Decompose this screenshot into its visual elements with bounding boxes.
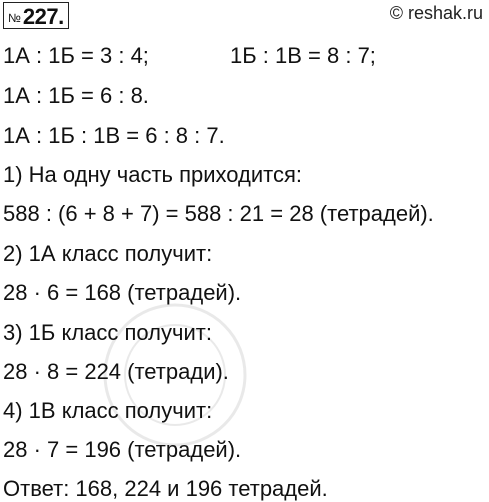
- step-4-heading: 4) 1В класс получит:: [3, 398, 213, 423]
- ratio-line-1b: 1Б : 1В = 8 : 7;: [230, 43, 376, 68]
- step-2-heading: 2) 1А класс получит:: [3, 241, 213, 266]
- number-sign: №: [8, 11, 21, 25]
- ratio-line-2: 1А : 1Б = 6 : 8.: [3, 83, 149, 108]
- step-3-calc: 28 · 8 = 224 (тетради).: [3, 359, 229, 384]
- step-1-calc: 588 : (6 + 8 + 7) = 588 : 21 = 28 (тетрадей).: [3, 201, 434, 226]
- step-2-calc: 28 · 6 = 168 (тетрадей).: [3, 280, 242, 305]
- answer-line: Ответ: 168, 224 и 196 тетрадей.: [3, 476, 328, 501]
- copyright-watermark: © reshak.ru: [389, 3, 483, 23]
- step-1-heading: 1) На одну часть приходится:: [3, 162, 303, 187]
- problem-number-badge: [3, 2, 69, 29]
- step-3-heading: 3) 1Б класс получит:: [3, 320, 212, 345]
- ratio-line-1a: 1А : 1Б = 3 : 4;: [3, 43, 149, 68]
- step-4-calc: 28 · 7 = 196 (тетрадей).: [3, 437, 242, 462]
- ratio-line-3: 1А : 1Б : 1В = 6 : 8 : 7.: [3, 123, 225, 148]
- problem-number: 227.: [22, 4, 64, 29]
